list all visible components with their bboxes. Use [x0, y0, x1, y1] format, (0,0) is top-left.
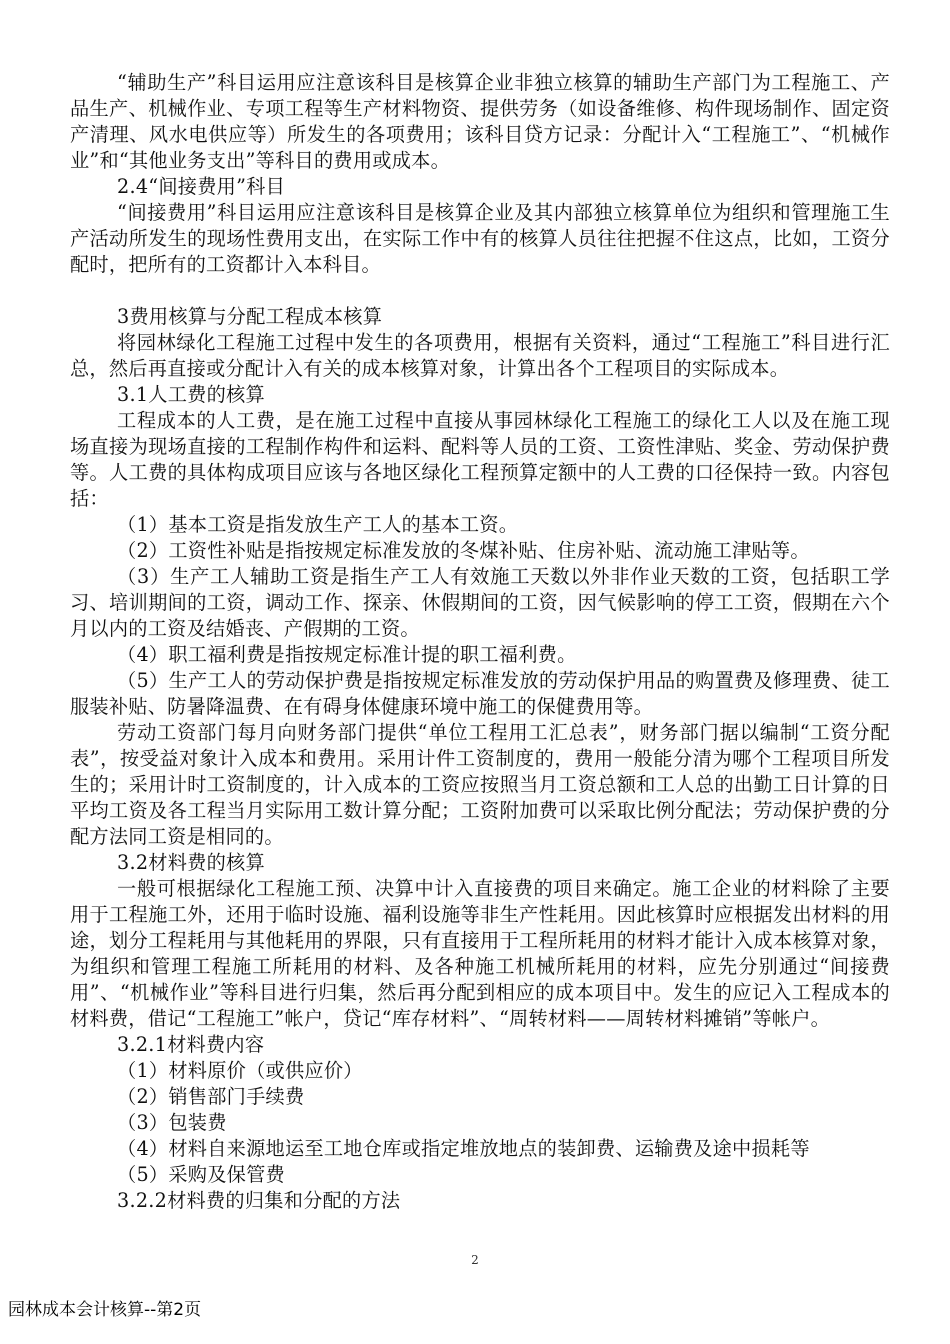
body-paragraph: （1）材料原价（或供应价）	[117, 1059, 363, 1082]
body-paragraph: 工程成本的人工费，是在施工过程中直接从事园林绿化工程施工的绿化工人以及在施工现场直接为现场直接的工程制作构件和运料、配料等人员的工资、工资性津贴、奖金、劳动保护费等。人工费的具体构成项目应该与各地区绿化工程预算定额中的人工费的口径保持一致。内容包括：	[70, 409, 890, 510]
section-heading: 3.2材料费的核算	[117, 851, 265, 874]
body-paragraph: （3）生产工人辅助工资是指生产工人有效施工天数以外非作业天数的工资，包括职工学习、培训期间的工资，调动工作、探亲、休假期间的工资，因气候影响的停工工资，假期在六个月以内的工资及结婚丧、产假期的工资。	[70, 565, 890, 640]
section-heading: 3费用核算与分配工程成本核算	[117, 305, 383, 328]
section-heading: 3.2.2材料费的归集和分配的方法	[117, 1189, 401, 1212]
body-paragraph: （1）基本工资是指发放生产工人的基本工资。	[117, 513, 519, 536]
blank-line	[70, 278, 890, 304]
body-paragraph: （4）职工福利费是指按规定标准计提的职工福利费。	[117, 643, 577, 666]
body-paragraph: （2）销售部门手续费	[117, 1085, 305, 1108]
footer-title: 园林成本会计核算--第2页	[8, 1300, 202, 1320]
body-paragraph: 将园林绿化工程施工过程中发生的各项费用，根据有关资料，通过“工程施工”科目进行汇总，然后再直接或分配计入有关的成本核算对象，计算出各个工程项目的实际成本。	[70, 331, 890, 380]
document-body	[70, 70, 890, 1214]
body-paragraph: （2）工资性补贴是指按规定标准发放的冬煤补贴、住房补贴、流动施工津贴等。	[117, 539, 810, 562]
section-heading: 3.2.1材料费内容	[117, 1033, 265, 1056]
body-paragraph: （5）生产工人的劳动保护费是指按规定标准发放的劳动保护用品的购置费及修理费、徒工服装补贴、防暑降温费、在有碍身体健康环境中施工的保健费用等。	[70, 669, 890, 718]
page-number: 2	[471, 1253, 479, 1267]
section-heading: 3.1人工费的核算	[117, 383, 265, 406]
body-paragraph: （3）包装费	[117, 1111, 227, 1134]
section-heading: 2.4“间接费用”科目	[117, 175, 286, 198]
body-paragraph: （5）采购及保管费	[117, 1163, 285, 1186]
body-paragraph: 一般可根据绿化工程施工预、决算中计入直接费的项目来确定。施工企业的材料除了主要用于工程施工外，还用于临时设施、福利设施等非生产性耗用。因此核算时应根据发出材料的用途，划分工程耗用与其他耗用的界限，只有直接用于工程所耗用的材料才能计入成本核算对象，为组织和管理工程施工所耗用的材料、及各种施工机械所耗用的材料，应先分别通过“间接费用”、“机械作业”等科目进行归集，然后再分配到相应的成本项目中。发生的应记入工程成本的材料费，借记“工程施工”帐户，贷记“库存材料”、“周转材料——周转材料摊销”等帐户。	[70, 877, 890, 1030]
body-paragraph: “间接费用”科目运用应注意该科目是核算企业及其内部独立核算单位为组织和管理施工生产活动所发生的现场性费用支出，在实际工作中有的核算人员往往把握不住这点，比如，工资分配时，把所有的工资都计入本科目。	[70, 201, 890, 276]
body-paragraph: “辅助生产”科目运用应注意该科目是核算企业非独立核算的辅助生产部门为工程施工、产品生产、机械作业、专项工程等生产材料物资、提供劳务（如设备维修、构件现场制作、固定资产清理、风水电供应等）所发生的各项费用；该科目贷方记录：分配计入“工程施工”、“机械作业”和“其他业务支出”等科目的费用或成本。	[70, 71, 890, 172]
body-paragraph: （4）材料自来源地运至工地仓库或指定堆放地点的装卸费、运输费及途中损耗等	[117, 1137, 810, 1160]
body-paragraph: 劳动工资部门每月向财务部门提供“单位工程用工汇总表”，财务部门据以编制“工资分配表”，按受益对象计入成本和费用。采用计件工资制度的，费用一般能分清为哪个工程项目所发生的；采用计时工资制度的，计入成本的工资应按照当月工资总额和工人总的出勤工日计算的日平均工资及各工程当月实际用工数计算分配；工资附加费可以采取比例分配法；劳动保护费的分配方法同工资是相同的。	[70, 721, 890, 848]
